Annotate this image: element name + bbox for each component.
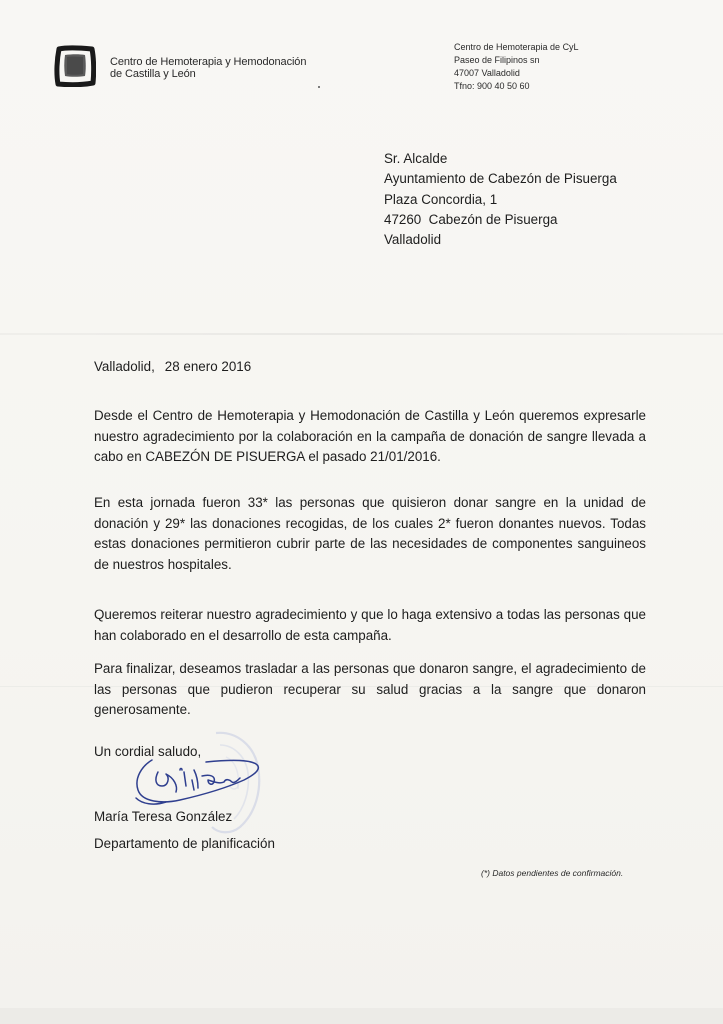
body-paragraph-3: Queremos reiterar nuestro agradecimiento y que lo haga extensivo a todas las personas que han colaborado en el desarrollo de esta campaña. [94, 607, 646, 643]
body-paragraph-1 [94, 406, 646, 468]
body-paragraph-2: En esta jornada fueron 33* las personas que quisieron donar sangre en la unidad de donación y 29* las donaciones recogidas, de los cuales 2* fueron donantes nuevos. Todas estas donaciones permitieron cubrir parte de las necesidades de componentes sanguineos de nuestros hospitales. [94, 495, 646, 572]
scan-speck [318, 86, 320, 88]
paragraph-1-text-end: el pasado 21/01/2016. [304, 449, 441, 464]
signer-name: María Teresa González [94, 809, 233, 824]
sender-line-3: 47007 Valladolid [454, 68, 520, 78]
recipient-line-1: Sr. Alcalde [384, 151, 448, 166]
paper-fold-line [0, 333, 723, 335]
recipient-line-4: 47260 Cabezón de Pisuerga [384, 211, 558, 227]
sender-line-1: Centro de Hemoterapia de CyL [454, 42, 579, 52]
org-name-line-1: Centro de Hemoterapia y Hemodonación [110, 56, 307, 68]
recipient-line-2: Ayuntamiento de Cabezón de Pisuerga [384, 171, 617, 187]
closing-salutation: Un cordial saludo, [94, 744, 202, 759]
sender-line-4: Tfno: 900 40 50 60 [454, 81, 530, 91]
paragraph-1-text-start: Desde el Centro de Hemoterapia y Hemodonación de Castilla y León queremos expresarle nuestro agradecimiento por la colaboración en la campaña de donación de sangre llevada a cabo en [94, 408, 646, 464]
recipient-line-3: Plaza Concordia, 1 [384, 191, 498, 207]
square-brushstroke-logo-icon [54, 45, 96, 87]
sender-address [454, 41, 579, 93]
letterhead-org-name [110, 56, 306, 80]
org-name-line-2: de Castilla y León [110, 68, 196, 80]
signer-department: Departamento de planificación [94, 836, 275, 851]
letter-date [94, 357, 251, 377]
date-place: Valladolid, [94, 359, 155, 374]
footnote: (*) Datos pendientes de confirmación. [481, 868, 624, 878]
recipient-line-5: Valladolid [384, 232, 442, 248]
scan-bottom-edge [0, 1008, 723, 1024]
date-value: 28 enero 2016 [164, 359, 252, 374]
recipient-address [384, 149, 617, 250]
campaign-place: CABEZÓN DE PISUERGA [145, 449, 305, 464]
body-paragraph-4: Para finalizar, deseamos trasladar a las personas que donaron sangre, el agradecimiento de las personas que pudieron recuperar su salud gracias a la sangre que donaron generosamente. [94, 661, 646, 717]
sender-line-2: Paseo de Filipinos sn [454, 55, 540, 65]
